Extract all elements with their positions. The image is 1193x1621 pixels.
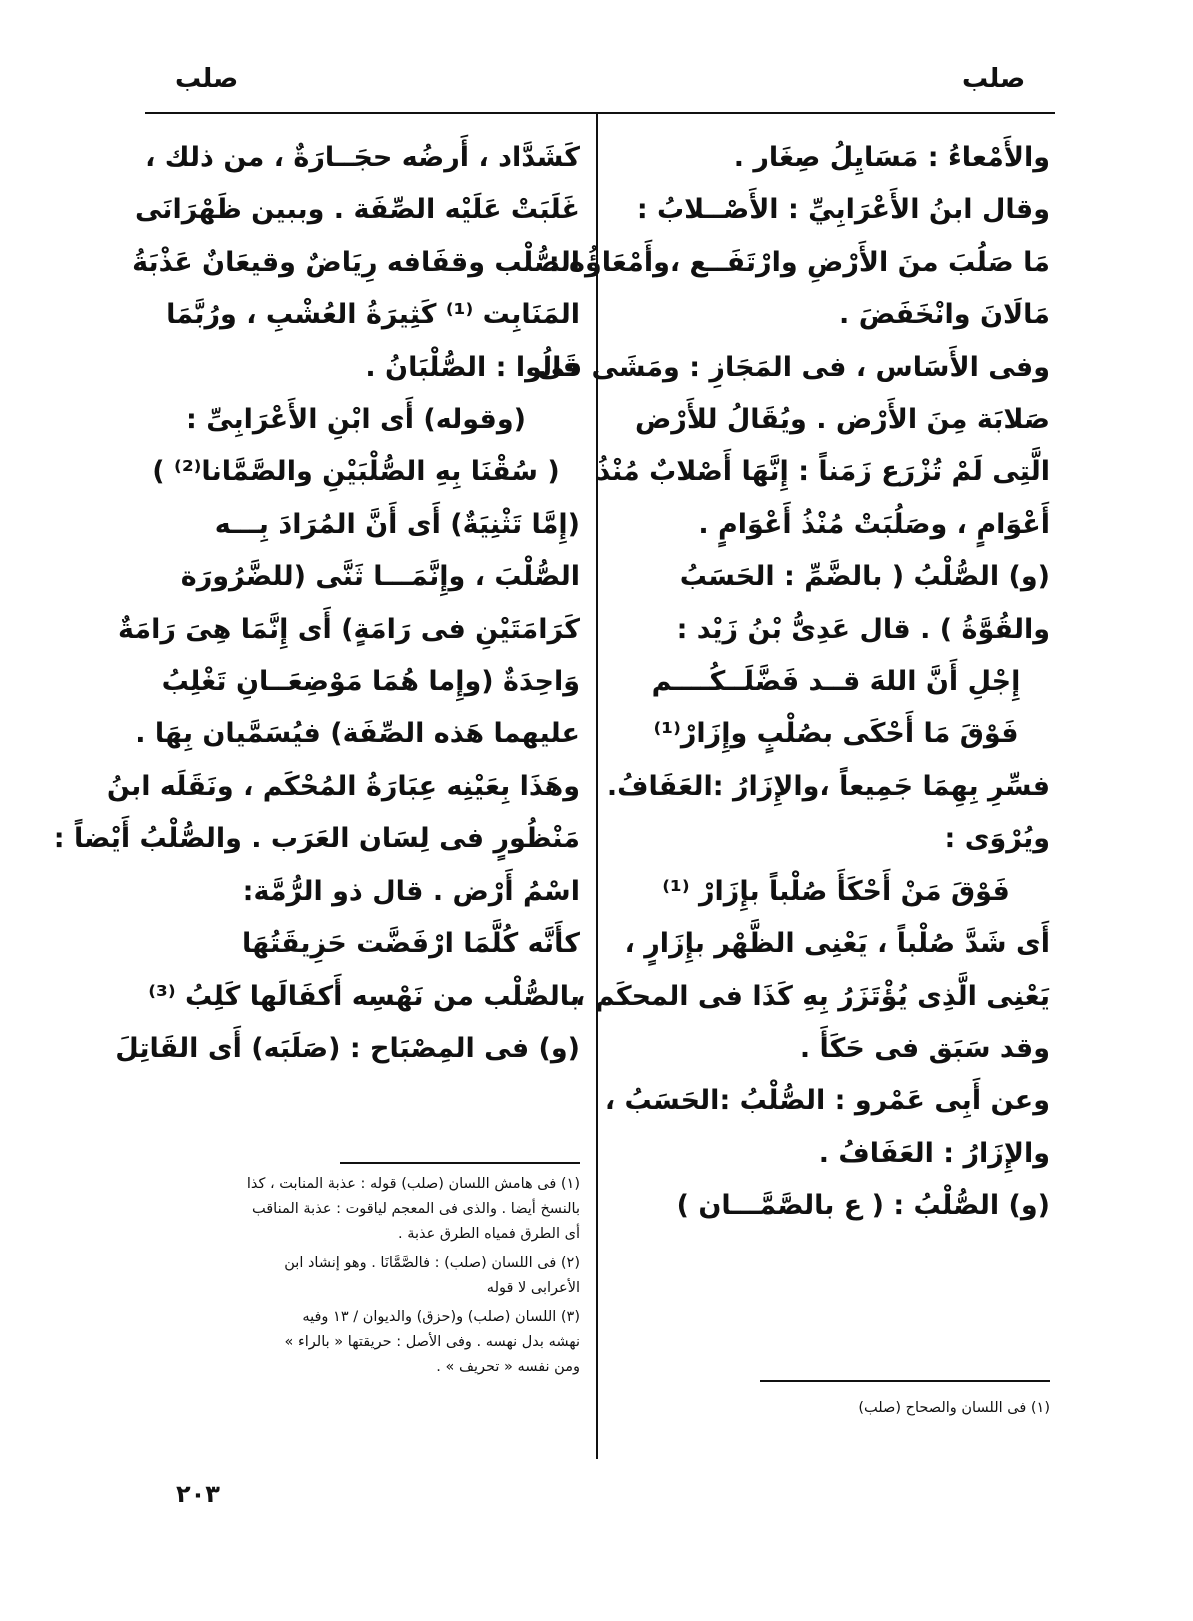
footnote-line: نهشه بدل نهسه . وفى الأصل : حريقتها « بالراء » xyxy=(284,1334,580,1350)
text-line: كَشَدَّاد ، أَرضُه حجَــارَةٌ ، من ذلك ، xyxy=(145,142,580,173)
text-line: فَوْقَ مَنْ أَحْكَأَ صُلْباً بإِزَارْ ⁽¹⁾ xyxy=(662,875,1010,907)
header-rule xyxy=(145,112,1055,114)
footnote-line: (١) فى هامش اللسان (صلب) قوله : عذبة المنابت ، كذا xyxy=(246,1176,580,1192)
text-line: ( سُقْنَا بِهِ الصُّلْبَيْنِ والصَّمَّانا⁽²⁾ ) xyxy=(152,456,560,488)
footnote-rule-left xyxy=(340,1162,580,1164)
footnote-line: أى الطرق فمياه الطرق عذبة . xyxy=(398,1226,580,1242)
text-line: والقُوَّةُ ) . قال عَدِىُّ بْنُ زَيْد : xyxy=(676,613,1050,645)
text-line: (و) الصُّلْبُ : ( ع بالصَّمَّـــان ) xyxy=(676,1190,1050,1222)
text-line: يَعْنِى الَّذِى يُؤْتَزَرُ بِهِ كَذَا فى المحكَم ، xyxy=(575,980,1050,1012)
text-line: والأَمْعاءُ : مَسَايِلُ صِغَار . xyxy=(733,142,1050,173)
text-line: صَلابَة مِنَ الأَرْض . ويُقَالُ للأَرْض xyxy=(634,404,1050,436)
footnote-line: (٢) فى اللسان (صلب) : فالصَّمَّانَا . وهو إنشاد ابن xyxy=(284,1255,580,1271)
column-divider xyxy=(596,114,598,1459)
text-line: إِجْلِ أَنَّ اللهَ قــد فَضَّلَــكُــــم xyxy=(651,666,1021,698)
footnote-line: ومن نفسه « تحريف » . xyxy=(436,1359,580,1375)
page-number: ٢٠٣ xyxy=(176,1480,220,1508)
text-line: عليهما هَذه الصِّفَة) فيُسَمَّيان بِهَا . xyxy=(135,718,580,750)
text-line: قَالُوا : الصُّلْبَانُ . xyxy=(365,351,580,383)
footnote xyxy=(132,1305,580,1380)
text-line: فسِّرِ بِهِمَا جَمِيعاً ،والإِزَارُ :العَفَافُ. xyxy=(606,770,1050,802)
footnote xyxy=(132,1251,580,1301)
left-column-text xyxy=(53,132,580,1075)
footnote xyxy=(700,1396,1050,1421)
text-line: (إِمَّا تَثْنِيَةٌ) أَى أَنَّ المُرَادَ بِـــه xyxy=(214,508,580,540)
text-line: الصُّلْب وقفَافه رِيَاضٌ وقيعَانٌ عَذْبَةُ xyxy=(132,246,580,278)
text-line: مَنْظُورٍ فى لِسَان العَرَب . والصُّلْبُ أَيْضاً : xyxy=(53,823,580,855)
text-line: ويُرْوَى : xyxy=(944,823,1050,855)
text-line: كَرَامَتَيْنِ فى رَامَةٍ) أَى إِنَّمَا هِىَ رَامَةٌ xyxy=(118,613,580,645)
text-line: وعن أَبِى عَمْرو : الصُّلْبُ :الحَسَبُ ، xyxy=(604,1085,1050,1117)
text-line: المَنَابِت ⁽¹⁾ كَثِيرَةُ العُشْبِ ، ورُبَّمَا xyxy=(166,299,580,331)
footnote-line: (٣) اللسان (صلب) و(حزق) والديوان / ١٣ وفيه xyxy=(302,1309,580,1325)
footnote-rule-right xyxy=(760,1380,1050,1382)
text-line: وهَذَا بِعَيْنِه عِبَارَةُ المُحْكَم ، ونَقَلَه ابنُ xyxy=(106,770,580,802)
text-line: بالصُّلْب من نَهْسِه أَكفَالَها كَلِبُ ⁽³⁾ xyxy=(148,980,580,1012)
footnote xyxy=(132,1172,580,1247)
text-line: مَا صَلُبَ منَ الأَرْضِ وارْتَفَــع ،وأَمْعَاؤُه : xyxy=(548,246,1050,278)
text-line: (وقوله) أَى ابْنِ الأَعْرَابِىِّ : xyxy=(186,404,526,436)
text-line: أَعْوَامٍ ، وصَلُبَتْ مُنْذُ أَعْوَامٍ . xyxy=(698,508,1050,540)
right-column-footnotes xyxy=(700,1396,1050,1425)
text-line: أَى شَدَّ صُلْباً ، يَعْنِى الظَّهْر بإِزَارٍ ، xyxy=(624,928,1050,960)
text-line: اسْمُ أَرْض . قال ذو الرُّمَّة: xyxy=(242,875,580,907)
text-line: وفى الأَسَاس ، فى المَجَازِ : ومَشَى فى xyxy=(537,351,1050,383)
text-line: مَالَانَ وانْخَفَضَ . xyxy=(839,299,1050,331)
footnote-line: (١) فى اللسان والصحاح (صلب) xyxy=(858,1400,1050,1416)
text-line: وقد سَبَق فى حَكَأَ . xyxy=(799,1032,1050,1064)
text-line: والإِزَارُ : العَفَافُ . xyxy=(818,1137,1050,1169)
text-line: (و) الصُّلْبُ ( بالضَّمِّ : الحَسَبُ xyxy=(679,561,1050,593)
footnote-line: الأعرابى لا قوله xyxy=(486,1280,580,1296)
text-line: كأَنَّه كُلَّمَا ارْفَضَّت حَزِيقَتُهَا xyxy=(242,928,580,960)
text-line: (و) فى المِصْبَاح : (صَلَبَه) أَى القَاتِلَ xyxy=(115,1032,580,1064)
text-line: الَّتِى لَمْ تُزْرَع زَمَناً : إِنَّهَا أَصْلابٌ مُنْذُ xyxy=(596,456,1050,488)
footnote-line: بالنسخ أيضا . والذى فى المعجم لياقوت : عذبة المناقب xyxy=(252,1201,580,1217)
text-line: الصُّلْبَ ، وإِنَّمَـــا ثَنَّى (للضَّرُورَة xyxy=(180,561,580,593)
running-header-right: صلب xyxy=(962,64,1026,94)
running-header-left: صلب xyxy=(175,64,239,94)
text-line: غَلَبَتْ عَلَيْه الصِّفَة . وببين ظَهْرَانَى xyxy=(134,194,580,226)
text-line: فَوْقَ مَا أَحْكَى بصُلْبٍ وإِزَارْ⁽¹⁾ xyxy=(653,718,1019,750)
left-column-footnotes xyxy=(132,1172,580,1384)
right-column-text xyxy=(537,132,1050,1233)
text-line: وَاحِدَةٌ (وإِما هُمَا مَوْضِعَــانِ تَغْلِبُ xyxy=(161,666,580,698)
text-line: وقال ابنُ الأَعْرَابِيِّ : الأَصْــلابُ : xyxy=(636,194,1050,226)
